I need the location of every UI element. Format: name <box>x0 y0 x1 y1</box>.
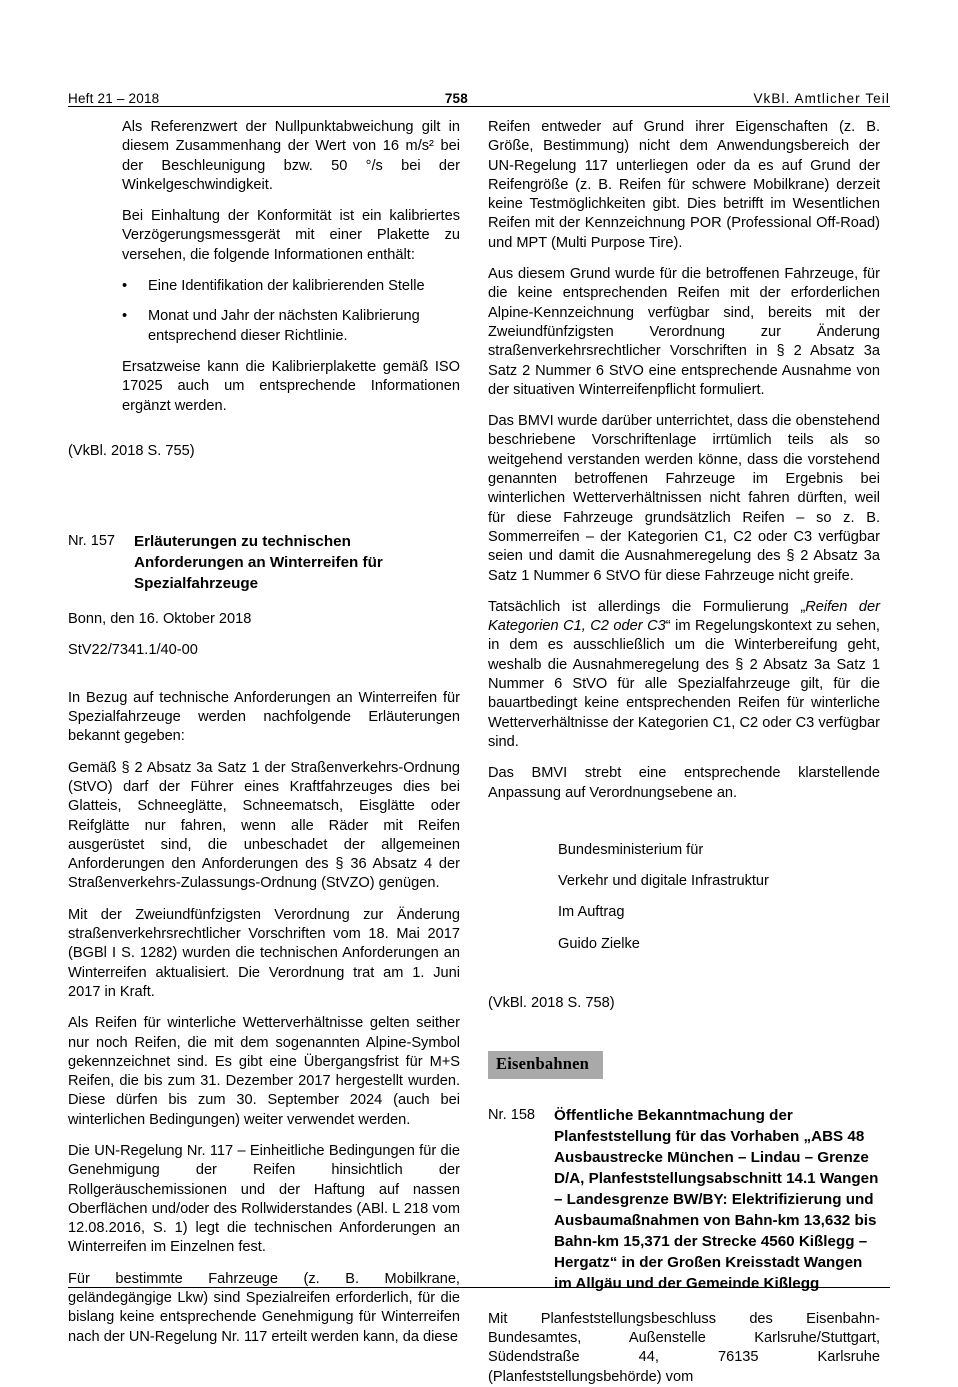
place-and-date: Bonn, den 16. Oktober 2018 <box>68 611 252 628</box>
left-intro-block <box>122 118 460 416</box>
paragraph: Ersatzweise kann die Kalibrierplakette gemäß ISO 17025 auch um entsprechende Informationen ergänzt werden. <box>122 358 460 414</box>
list-item <box>122 307 460 346</box>
running-head-page-number: 758 <box>444 91 468 106</box>
right-column <box>488 118 880 1387</box>
paragraph: Das BMVI wurde darüber unterrichtet, dass die obenstehend beschriebene Vorschriftenlage irrtümlich teils als so weitgehend verstanden werden könne, dass die vorstehend genannten betroffenen Fahrzeuge im Ergebnis bei winterlichen Wetterverhältnissen nicht fahren dürften, weil für diese Fahrzeuge grundsätzlich Reifen – so z. B. Sommerreifen – der Kategorien C1, C2 oder C3 verfügbar seien und damit die Ausnahmeregelung des § 2 Absatz 3a Satz 1 Nummer 6 StVO für diese Fahrzeuge nicht greife. <box>488 413 880 584</box>
paragraph: Das BMVI strebt eine entsprechende klarstellende Anpassung auf Verordnungsebene an. <box>488 765 880 801</box>
article-heading-157 <box>68 531 460 594</box>
paragraph: Aus diesem Grund wurde für die betroffenen Fahrzeuge, für die keine entsprechenden Reifen mit der erforderlichen Alpine-Kennzeichnung verfügbar sind, bereits mit der Zweiundfünfzigsten Verordnung zur Änderung straßenverkehrsrechtlicher Vorschriften in § 2 Absatz 3a Satz 2 Nummer 6 StVO eine entsprechende Ausnahme von der situativen Winterreifenpflicht formuliert. <box>488 266 880 398</box>
signature-line: Verkehr und digitale Infrastruktur <box>558 873 769 890</box>
quoted-regulation-phrase: Reifen der Kategorien C1, C2 oder C3 <box>488 598 880 635</box>
list-item-label: Monat und Jahr der nächsten Kalibrierung entsprechend dieser Richtlinie. <box>148 308 420 344</box>
left-column <box>68 118 460 1347</box>
source-reference: (VkBl. 2018 S. 758) <box>488 994 615 1011</box>
article-number: Nr. 158 <box>488 1106 536 1123</box>
paragraph: Als Referenzwert der Nullpunktabweichung gilt in diesem Zusammenhang der Wert von 16 m/s² bei der Beschleunigung bzw. 50 °/s bei der Winkelgeschwindigkeit. <box>122 119 460 193</box>
paragraph: Die UN-Regelung Nr. 117 – Einheitliche Bedingungen für die Genehmigung der Reifen hinsichtlich der Rollgeräuschemissionen und der Haftung auf nassen Oberflächen und/oder des Rollwiderstandes (ABl. L 218 vom 12.08.2016, S. 1) legt die technischen Anforderungen an Winterreifen im Einzelnen fest. <box>68 1142 460 1256</box>
signature-line: Bundesministerium für <box>558 841 704 858</box>
paragraph: Bei Einhaltung der Konformität ist ein kalibriertes Verzögerungsmessgerät mit einer Plakette zu versehen, die folgende Informationen enthält: <box>122 208 460 263</box>
page-title: Erläuterungen zu technischen Anforderungen an Winterreifen für Spezialfahrzeuge <box>134 533 383 593</box>
signature-line: Im Auftrag <box>558 904 625 921</box>
source-reference: (VkBl. 2018 S. 755) <box>68 442 195 459</box>
quote-tail: “ im Regelungskontext zu sehen, in dem es ausschließlich um die Winterbereifung geht, weshalb die Ausnahmeregelung des § 2 Absatz 3a Satz 1 Nummer 6 StVO für alle Spezialfahrzeuge gilt, für die bauartbedingt keine entsprechenden Reifen für winterliche Wetterverhältnisse der Kategorien C1, C2 oder C3 verfügbar sind. <box>488 618 880 750</box>
file-reference: StV22/7341.1/40-00 <box>68 642 198 659</box>
status-badge: Eisenbahnen <box>488 1051 603 1079</box>
paragraph: Reifen entweder auf Grund ihrer Eigenschaften (z. B. Größe, Bestimmung) nicht dem Anwendungsbereich der UN-Regelung 117 unterliegen oder da es auf Grund der Reifengröße (z. B. Reifen für schwere Mobilkrane) derzeit keine Testmöglichkeiten gibt. Dies betrifft im Wesentlichen Reifen mit der Kennzeichnung POR (Professional Off-Road) und MPT (Multi Purpose Tire). <box>488 119 880 251</box>
paragraph: Mit Planfeststellungsbeschluss des Eisenbahn-Bundesamtes, Außenstelle Karlsruhe/Stuttgart, Südendstraße 44, 76135 Karlsruhe (Planfeststellungsbehörde) vom <box>488 1310 880 1385</box>
paragraph: Mit der Zweiundfünfzigsten Verordnung zur Änderung straßenverkehrsrechtlicher Vorschriften vom 18. Mai 2017 (BGBl I S. 1282) wurden die technischen Anforderungen an Winterreifen aktualisiert. Die Verordnung trat am 1. Juni 2017 in Kraft. <box>68 906 460 1000</box>
running-head-publication: VkBl. Amtlicher Teil <box>753 91 890 106</box>
list-item <box>122 277 460 296</box>
signature-block <box>488 841 880 954</box>
article-heading-158 <box>488 1105 880 1294</box>
quote-lead: Tatsächlich ist allerdings die Formulierung „ <box>488 598 806 615</box>
bullet-icon: • <box>122 308 128 325</box>
article-number: Nr. 157 <box>68 533 116 550</box>
running-head <box>68 80 890 106</box>
header-rule <box>68 106 890 107</box>
signature-line: Guido Zielke <box>558 935 640 952</box>
paragraph: Für bestimmte Fahrzeuge (z. B. Mobilkrane, geländegängige Lkw) sind Spezialreifen erforderlich, für die bislang keine entsprechende Genehmigung für Winterreifen nach der UN-Regelung Nr. 117 erteilt werden kann, da diese <box>68 1270 460 1345</box>
plaque-information-list <box>122 277 460 346</box>
paragraph-with-quote <box>488 598 880 752</box>
section-badge-container <box>488 1051 880 1079</box>
bullet-icon: • <box>122 278 128 295</box>
list-item-label: Eine Identifikation der kalibrierenden Stelle <box>148 278 425 295</box>
running-head-issue: Heft 21 – 2018 <box>68 91 160 106</box>
page-title: Öffentliche Bekanntmachung der Planfeststellung für das Vorhaben „ABS 48 Ausbaustrecke München – Lindau – Grenze D/A, Planfeststellungsabschnitt 14.1 Wangen – Landesgrenze BW/BY: Elektrifizierung und Ausbaumaßnahmen von Bahn-km 13,632 bis Bahn-km 15,371 der Strecke 4560 Kißlegg – Hergatz“ in der Großen Kreisstadt Wangen im Allgäu und der Gemeinde Kißlegg <box>554 1106 879 1292</box>
paragraph: Gemäß § 2 Absatz 3a Satz 1 der Straßenverkehrs-Ordnung (StVO) darf der Führer eines Kraftfahrzeuges dies bei Glatteis, Schneeglätte, Schneematsch, Eisglätte oder Reifglätte nur fahren, wenn alle Räder mit Reifen ausgerüstet sind, die unbeschadet der allgemeinen Anforderungen den Anforderungen des § 36 Absatz 4 der Straßenverkehrs-Zulassungs-Ordnung (StVZO) genügen. <box>68 759 460 892</box>
paragraph: In Bezug auf technische Anforderungen an Winterreifen für Spezialfahrzeuge werden nachfolgende Erläuterungen bekannt gegeben: <box>68 689 460 745</box>
footer-rule <box>68 1287 890 1288</box>
paragraph: Als Reifen für winterliche Wetterverhältnisse gelten seither nur noch Reifen, die mit dem sogenannten Alpine-Symbol gekennzeichnet sind. Es gibt eine Übergangsfrist für M+S Reifen, die bis zum 31. Dezember 2017 hergestellt wurden. Diese dürfen bis zum 30. September 2024 (auch bei winterlichen Bedingungen) weiter verwendet werden. <box>68 1015 460 1128</box>
